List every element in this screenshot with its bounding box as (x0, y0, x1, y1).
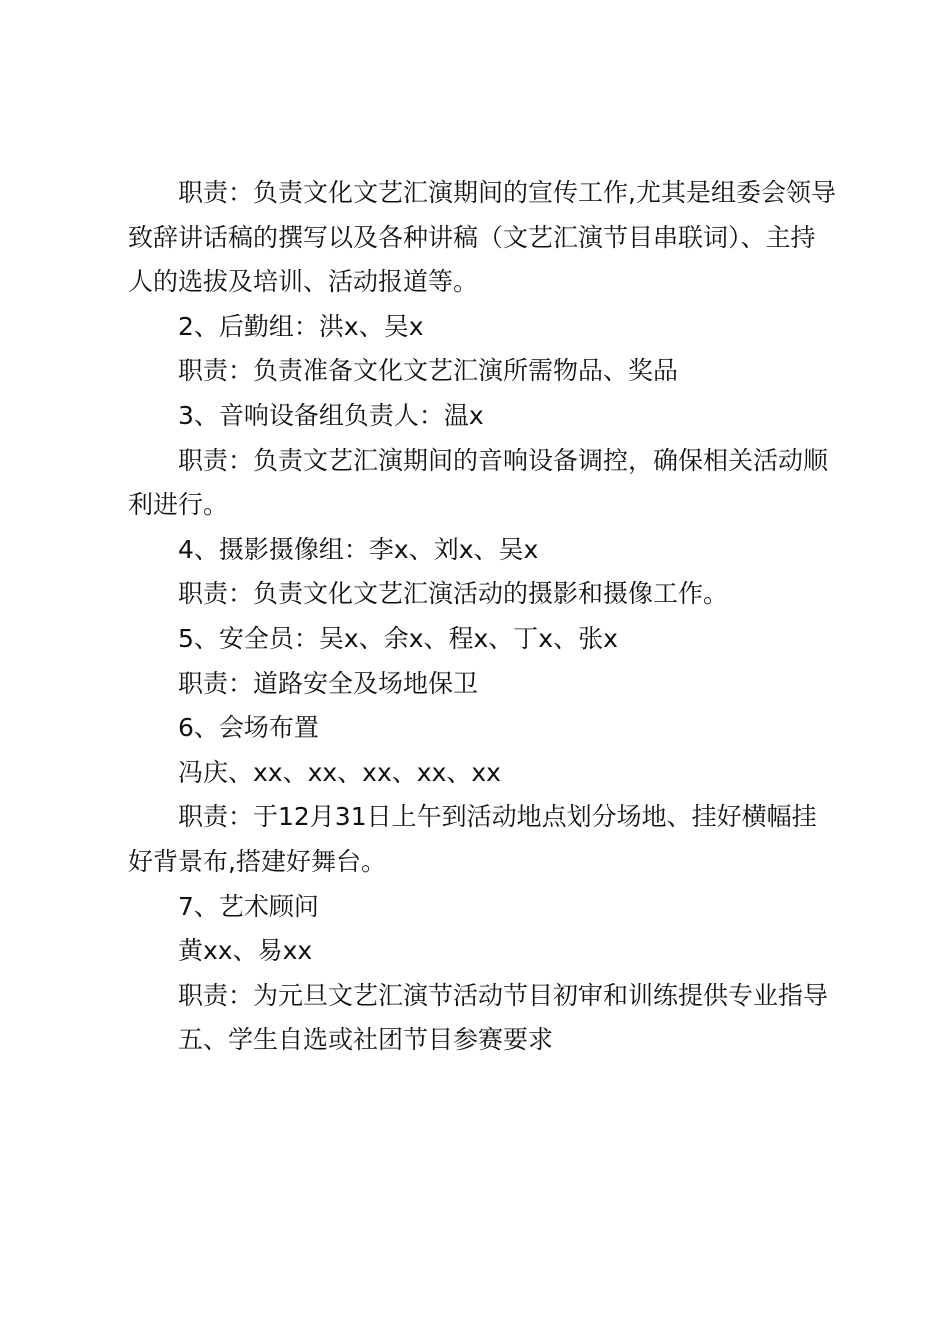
paragraph-venue-heading: 6、会场布置 (178, 713, 319, 743)
paragraph-photo-duty: 职责：负责文化文艺汇演活动的摄影和摄像工作。 (178, 579, 729, 609)
paragraph-venue-members: 冯庆、xx、xx、xx、xx、xx (178, 757, 501, 787)
paragraph-venue-duty: 职责：于12月31日上午到活动地点划分场地、挂好横幅挂好背景布,搭建好舞台。 (128, 802, 817, 876)
paragraph-photo-group: 4、摄影摄像组：李x、刘x、吴x (178, 534, 539, 564)
section-heading-five: 五、学生自选或社团节目参赛要求 (178, 1025, 554, 1055)
paragraph-audio-duty: 职责：负责文艺汇演期间的音响设备调控，确保相关活动顺利进行。 (128, 445, 829, 520)
paragraph-art-advisor-duty: 职责：为元旦文艺汇演节活动节目初审和训练提供专业指导 (178, 980, 829, 1010)
paragraph-logistics-group: 2、后勤组：洪x、吴x (178, 311, 424, 341)
paragraph-safety-group: 5、安全员：吴x、余x、程x、丁x、张x (178, 623, 618, 653)
paragraph-safety-duty: 职责：道路安全及场地保卫 (178, 668, 479, 698)
paragraph-audio-group: 3、音响设备组负责人：温x (178, 400, 484, 430)
paragraph-art-advisor-heading: 7、艺术顾问 (178, 891, 319, 921)
paragraph-publicity-duty: 职责：负责文化文艺汇演期间的宣传工作,尤其是组委会领导致辞讲话稿的撰写以及各种讲稿（文艺汇演节目串联词）、主持人的选拔及培训、活动报道等。 (128, 178, 836, 297)
paragraph-logistics-duty: 职责：负责准备文化文艺汇演所需物品、奖品 (178, 356, 679, 386)
paragraph-art-advisor-members: 黄xx、易xx (178, 936, 313, 966)
document-body (128, 171, 838, 1063)
